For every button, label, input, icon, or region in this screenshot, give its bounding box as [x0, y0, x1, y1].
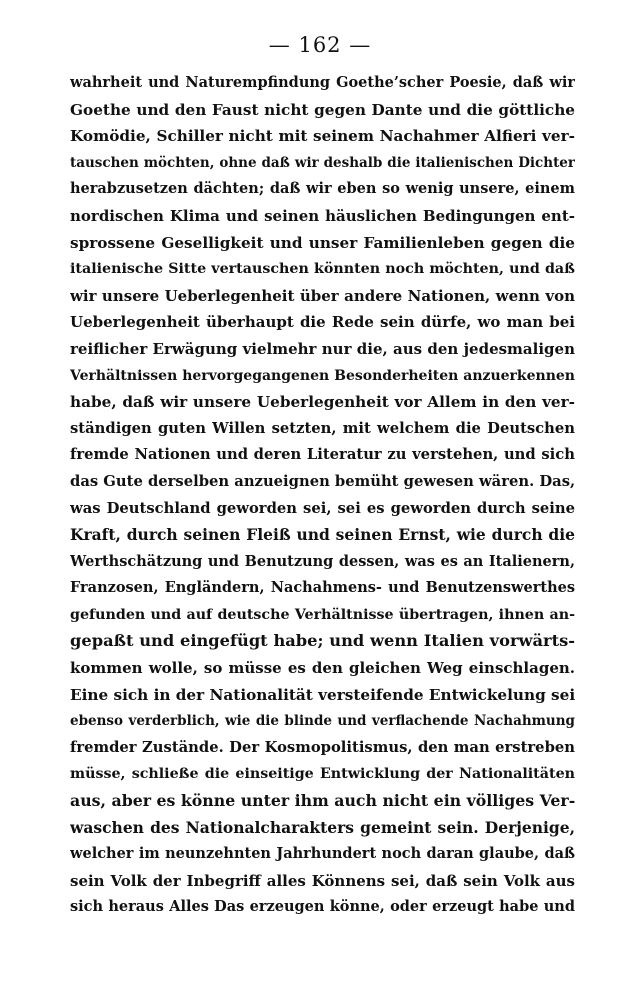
text-line: fremder Zustände. Der Kosmopolitismus, den man erstreben: [70, 738, 575, 756]
text-line: Kraft, durch seinen Fleiß und seinen Ernst, wie durch die: [70, 525, 575, 545]
text-line: Komödie, Schiller nicht mit seinem Nachahmer Alfieri ver-: [70, 127, 575, 146]
text-line: das Gute derselben anzueignen bemüht gewesen wären. Das,: [70, 472, 575, 490]
text-line: nordischen Klima und seinen häuslichen Bedingungen ent-: [70, 206, 575, 225]
text-line: italienische Sitte vertauschen könnten noch möchten, und daß: [70, 261, 575, 278]
text-line: ständigen guten Willen setzten, mit welchem die Deutschen: [70, 419, 575, 437]
text-line: müsse, schließe die einseitige Entwicklung der Nationalitäten: [70, 766, 575, 783]
text-line: waschen des Nationalcharakters gemeint sein. Derjenige,: [70, 817, 575, 837]
text-line: habe, daß wir unsere Ueberlegenheit vor Allem in den ver-: [70, 393, 575, 412]
text-line: was Deutschland geworden sei, sei es geworden durch seine: [70, 499, 575, 517]
text-line: gefunden und auf deutsche Verhältnisse übertragen, ihnen an-: [70, 606, 575, 623]
text-line: herabzusetzen dächten; daß wir eben so wenig unsere, einem: [70, 180, 575, 198]
text-line: sprossene Geselligkeit und unser Familienleben gegen die: [70, 233, 575, 252]
text-line: wir unsere Ueberlegenheit über andere Nationen, wenn von: [70, 286, 575, 305]
text-line: wahrheit und Naturempfindung Goethe’scher Poesie, daß wir: [70, 74, 575, 91]
page-number: — 162 —: [268, 33, 372, 57]
text-line: ebenso verderblich, wie die blinde und verflachende Nachahmung: [70, 713, 575, 730]
text-line: Franzosen, Engländern, Nachahmens- und Benutzenswerthes: [70, 579, 575, 597]
text-line: kommen wolle, so müsse es den gleichen Weg einschlagen.: [70, 659, 575, 678]
text-line: aus, aber es könne unter ihm auch nicht ein völliges Ver-: [70, 791, 575, 811]
text-line: Goethe und den Faust nicht gegen Dante und die göttliche: [70, 100, 575, 119]
text-line: fremde Nationen und deren Literatur zu verstehen, und sich: [70, 446, 575, 464]
text-line: Werthschätzung und Benutzung dessen, was es an Italienern,: [70, 552, 575, 570]
body-text: [70, 70, 575, 921]
text-line: Verhältnissen hervorgegangenen Besonderheiten anzuerkennen: [70, 367, 575, 384]
text-line: reiflicher Erwägung vielmehr nur die, aus den jedesmaligen: [70, 339, 575, 358]
text-line: sich heraus Alles Das erzeugen könne, oder erzeugt habe und: [70, 898, 575, 916]
text-line: tauschen möchten, ohne daß wir deshalb die italienischen Dichter: [70, 154, 575, 171]
text-line: Eine sich in der Nationalität versteifende Entwickelung sei: [70, 685, 575, 704]
text-line: gepaßt und eingefügt habe; und wenn Italien vorwärts-: [70, 631, 575, 651]
text-line: welcher im neunzehnten Jahrhundert noch daran glaube, daß: [70, 845, 575, 863]
text-line: sein Volk der Inbegriff alles Könnens sei, daß sein Volk aus: [70, 871, 575, 890]
text-line: Ueberlegenheit überhaupt die Rede sein dürfe, wo man bei: [70, 313, 575, 332]
